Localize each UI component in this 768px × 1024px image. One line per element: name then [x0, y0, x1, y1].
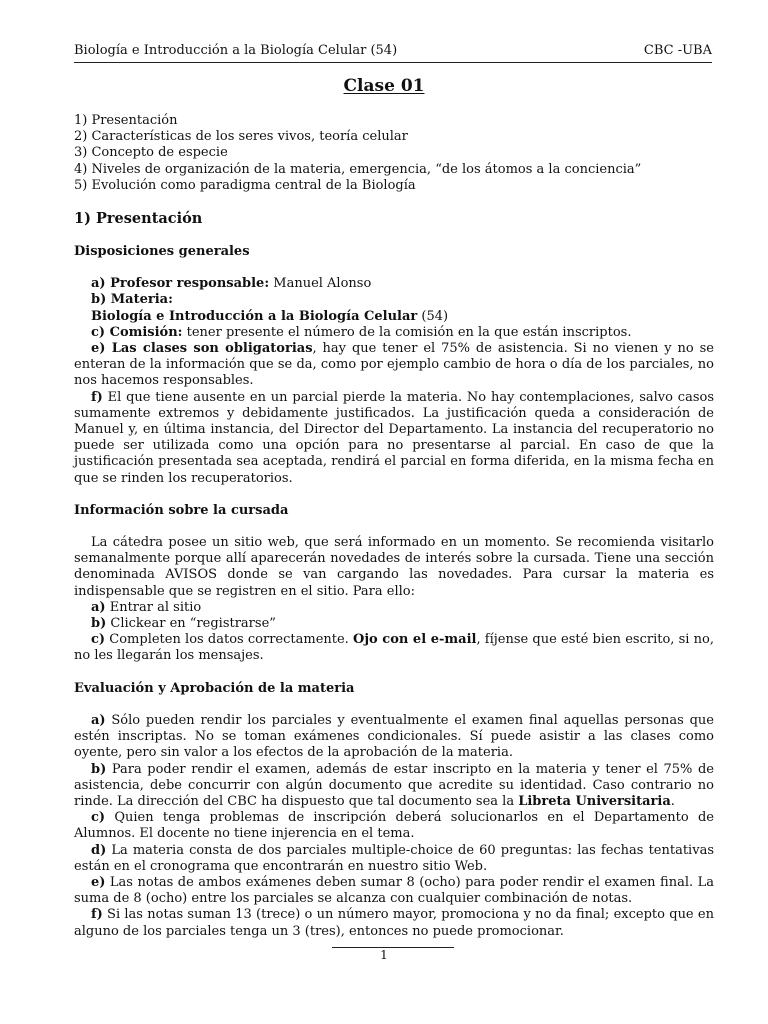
item-label: d) [91, 842, 107, 858]
rule-parciales [74, 843, 714, 875]
item-text: , fíjense que esté bien escrito, si no, no les llegarán los mensajes. [74, 632, 714, 664]
document-body [74, 113, 714, 940]
topic-item: 1) Presentación [74, 113, 178, 128]
step-completar [74, 632, 714, 664]
item-text: Entrar al sitio [105, 599, 202, 615]
course-name: Biología e Introducción a la Biología Celular [91, 308, 418, 324]
item-text: Las notas de ambos exámenes deben sumar 8 (ocho) para poder rendir el examen final. La suma de 8 (ocho) entre los parciales se alcanza con cualquier combinación de notas. [74, 874, 714, 907]
item-text: Completen los datos correctamente. [105, 632, 354, 648]
rule-documento [74, 762, 714, 811]
rule-inscripcion [74, 810, 714, 842]
item-label: e) Las clases son obligatorias [91, 341, 313, 357]
item-text: Sólo pueden rendir los parciales y eventualmente el examen final aquellas personas que estén inscriptas. No se toman exámenes condicionales. Sí puede asistir a las clases como oyente, pero sin valor a los efectos de la aprobación de la materia. [74, 712, 714, 761]
subheading-disposiciones: Disposiciones generales [74, 244, 250, 260]
topic-item: 2) Características de los seres vivos, teoría celular [74, 129, 408, 145]
course-code: (54) [417, 308, 449, 324]
item-text: Manuel Alonso [269, 276, 372, 292]
step-entrar [74, 600, 714, 616]
item-text: La materia consta de dos parciales multiple-choice de 60 preguntas: las fechas tentativas están en el cronograma que encontrarán en nuestro sitio Web. [74, 842, 714, 874]
item-label: c) Comisión: [91, 324, 183, 340]
topic-item: 3) Concepto de especie [74, 145, 228, 161]
paragraph-cursada-intro: La cátedra posee un sitio web, que será informado en un momento. Se recomienda visitarlo semanalmente porque allí aparecerán novedades de interés sobre la cursada. Tiene una sección denominada AVISOS donde se van cargando las novedades. Para cursar la materia es indispensable que se registren en el sitio. Para ello: [74, 535, 714, 599]
item-label: e) [91, 874, 106, 890]
item-text: , hay que tener el 75% de asistencia. Si no vienen y no se enteran de la información que se da, como por ejemplo cambio de hora o día de los parciales, no nos hacemos responsables. [74, 341, 714, 389]
item-label: a) Profesor responsable: [91, 276, 270, 292]
topic-item: 4) Niveles de organización de la materia, emergencia, “de los átomos a la conciencia” [74, 161, 642, 177]
item-label: f) [91, 907, 103, 923]
email-warning: Ojo con el e-mail [353, 632, 477, 648]
item-asistencia [74, 341, 714, 390]
item-label: f) [91, 389, 103, 405]
rule-inscriptos [74, 713, 714, 762]
item-text: El que tiene ausente en un parcial pierde la materia. No hay contemplaciones, salvo casos sumamente extremos y debidamente justificados. La justificación queda a consideración de Manuel y, en última instancia, del Director del Departamento. La instancia del recuperatorio no puede ser utilizada como una opción para no presentarse al parcial. En caso de que la justificación presentada sea aceptada, rendirá el parcial en forma diferida, en la misma fecha en que se rinden los recuperatorios. [74, 389, 714, 486]
item-comision [74, 325, 714, 341]
libreta-universitaria: Libreta Universitaria [518, 793, 671, 809]
step-registrarse [74, 616, 714, 632]
topic-list [74, 113, 714, 194]
item-profesor [74, 276, 714, 292]
item-text: . [670, 793, 675, 809]
item-label: a) [91, 712, 106, 728]
item-label: b) Materia: [91, 292, 173, 308]
item-materia [74, 292, 714, 308]
item-label: b) [91, 761, 107, 777]
subheading-cursada: Información sobre la cursada [74, 502, 289, 518]
item-label: c) [91, 810, 106, 826]
section-heading-presentacion: 1) Presentación [74, 210, 203, 228]
item-label: a) [91, 599, 106, 615]
topic-item: 5) Evolución como paradigma central de la Biología [74, 177, 416, 193]
rule-notas [74, 875, 714, 907]
page-title: Clase 01 [343, 76, 425, 96]
item-label: c) [91, 632, 106, 648]
rule-promocion [74, 907, 714, 939]
item-text: Para poder rendir el examen, además de estar inscripto en la materia y tener el 75% de asistencia, debe concurrir con algún documento que acredite su identidad. Caso contrario no rinde. La dirección del CBC ha dispuesto que tal documento sea la [74, 761, 714, 809]
item-materia-name [74, 309, 714, 325]
item-text: Clickear en “registrarse” [106, 616, 276, 632]
page-header [74, 42, 712, 63]
item-text: Si las notas suman 13 (trece) o un número mayor, promociona y no da final; excepto que en alguno de los parciales tenga un 3 (tres), entonces no puede promocionar. [74, 907, 714, 939]
item-ausente [74, 390, 714, 487]
subheading-evaluacion: Evaluación y Aprobación de la materia [74, 680, 355, 696]
page-number: 1 [380, 948, 388, 962]
item-text: Quien tenga problemas de inscripción deberá solucionarlos en el Departamento de Alumnos. El docente no tiene injerencia en el tema. [74, 810, 714, 842]
header-course-title: Biología e Introducción a la Biología Celular (54) [74, 43, 398, 58]
item-label: b) [91, 616, 107, 632]
header-institution: CBC -UBA [643, 43, 712, 58]
item-text: tener presente el número de la comisión en la que están inscriptos. [182, 324, 632, 340]
